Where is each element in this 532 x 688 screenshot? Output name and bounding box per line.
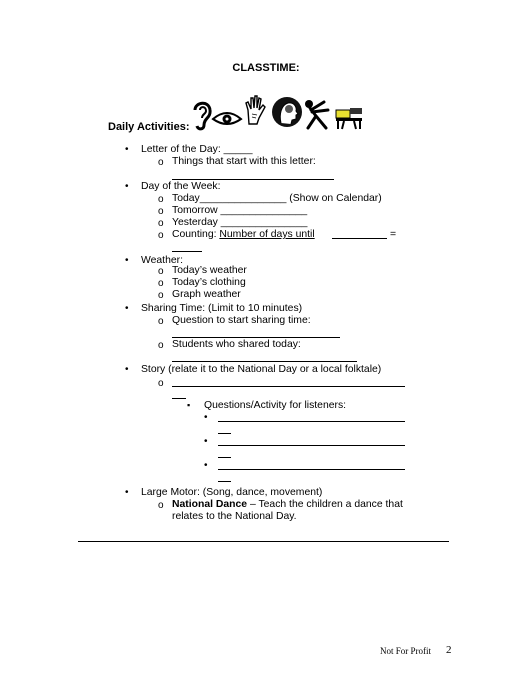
stretching-person-icon (302, 98, 332, 130)
desk-icon (334, 106, 364, 130)
head-profile-icon (271, 95, 303, 129)
sub-bullet: o (158, 500, 164, 511)
counting-item (172, 229, 315, 240)
footer-text: Not For Profit (380, 646, 432, 656)
sub-bullet: o (158, 290, 164, 301)
story-item: Story (relate it to the National Day or a local folktale) (141, 364, 382, 375)
sub-bullet: o (158, 278, 164, 289)
answer-line (218, 436, 405, 446)
large-motor-item: Large Motor: (Song, dance, movement) (141, 487, 323, 498)
answer-line (218, 424, 231, 434)
bullet: • (204, 436, 208, 447)
bullet: • (125, 303, 129, 314)
hand-icon (243, 94, 267, 126)
todays-weather-item: Today’s weather (172, 265, 247, 276)
tomorrow-item: Tomorrow _______________ (172, 205, 308, 216)
eye-icon (212, 111, 242, 127)
answer-line (172, 170, 334, 180)
sharing-question-item: Question to start sharing time: (172, 315, 311, 326)
students-shared-item: Students who shared today: (172, 339, 301, 350)
sharing-time-item: Sharing Time: (Limit to 10 minutes) (141, 303, 303, 314)
page-number: 2 (446, 644, 452, 656)
questions-activity-item: Questions/Activity for listeners: (204, 400, 347, 411)
sub-bullet: o (158, 206, 164, 217)
today-item: Today_______________ (Show on Calendar) (172, 193, 382, 204)
ear-icon (191, 98, 213, 132)
horizontal-rule (78, 541, 449, 542)
answer-line (218, 460, 405, 470)
answer-line (332, 229, 387, 239)
counting-underlined: Number of days until (219, 229, 315, 240)
counting-prefix: Counting: (172, 229, 220, 240)
sub-bullet: o (158, 378, 164, 389)
national-dance-line2: relates to the National Day. (172, 511, 297, 522)
bullet: • (204, 460, 208, 471)
square-bullet: ▪ (187, 400, 191, 410)
national-dance-text: – Teach the children a dance that (247, 499, 403, 510)
answer-line (218, 412, 405, 422)
weather-item: Weather: (141, 255, 183, 266)
bullet: • (125, 255, 129, 266)
sub-bullet: o (158, 266, 164, 277)
bullet: • (125, 181, 129, 192)
answer-line (172, 352, 357, 362)
bullet: • (125, 364, 129, 375)
page-title: CLASSTIME: (232, 62, 300, 74)
todays-clothing-item: Today’s clothing (172, 277, 246, 288)
things-letter-item: Things that start with this letter: (172, 156, 316, 167)
sub-bullet: o (158, 340, 164, 351)
bullet: • (204, 412, 208, 423)
sub-bullet: o (158, 316, 164, 327)
sub-bullet: o (158, 194, 164, 205)
national-dance-bold: National Dance (172, 499, 248, 510)
graph-weather-item: Graph weather (172, 289, 241, 300)
answer-line (172, 377, 405, 387)
answer-line (172, 389, 186, 399)
bullet: • (125, 144, 129, 155)
sub-bullet: o (158, 230, 164, 241)
answer-line (218, 448, 231, 458)
yesterday-item: Yesterday _______________ (172, 217, 308, 228)
bullet: • (125, 487, 129, 498)
national-dance-item (172, 499, 403, 510)
sub-bullet: o (158, 157, 164, 168)
counting-equals: = (390, 229, 397, 240)
daily-activities-heading: Daily Activities: (108, 121, 190, 133)
answer-line (218, 472, 231, 482)
sub-bullet: o (158, 218, 164, 229)
answer-line (172, 328, 340, 338)
letter-of-day-item: Letter of the Day: _____ (141, 144, 253, 155)
answer-line (172, 242, 202, 252)
day-of-week-item: Day of the Week: (141, 181, 221, 192)
